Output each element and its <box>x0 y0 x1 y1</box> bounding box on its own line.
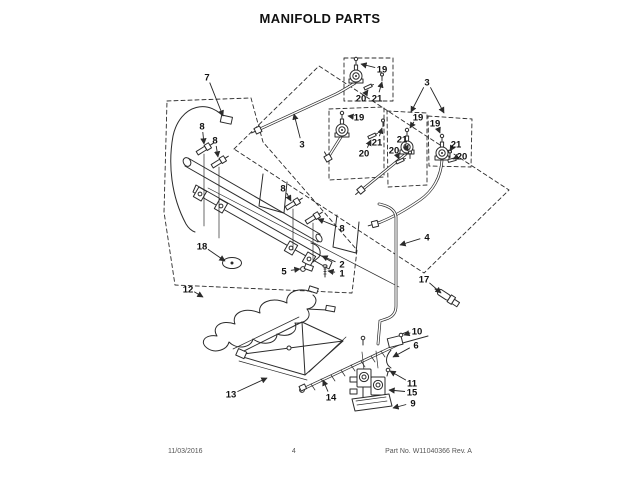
callout-label: 21 <box>371 137 383 149</box>
callout-leader <box>429 283 441 293</box>
callout-label: 8 <box>280 183 286 195</box>
callout-leader <box>287 193 291 201</box>
callout-label: 20 <box>358 148 370 160</box>
callout-label: 19 <box>353 112 365 124</box>
footer-page-number: 4 <box>291 448 296 455</box>
callout-label: 20 <box>355 93 367 105</box>
callout-label: 2 <box>339 259 345 271</box>
callout-label: 7 <box>204 72 210 84</box>
callout-leader <box>411 87 424 112</box>
callout-label: 13 <box>225 389 237 401</box>
callout-label: 20 <box>456 151 468 163</box>
callout-label: 19 <box>376 64 388 76</box>
callout-label: 15 <box>406 387 418 399</box>
callout-leader <box>361 64 375 68</box>
callout-label: 8 <box>199 121 205 133</box>
callout-label: 9 <box>410 398 416 410</box>
callout-leader <box>390 371 406 380</box>
callout-label: 14 <box>325 392 337 404</box>
callout-leader <box>237 378 267 392</box>
footer-date: 11/03/2016 <box>168 448 203 455</box>
callout-label: 12 <box>182 284 194 296</box>
callout-leader <box>328 271 335 272</box>
callout-leader <box>318 219 335 226</box>
callout-label: 21 <box>396 134 408 146</box>
callout-leader <box>379 128 382 136</box>
callout-label: 20 <box>388 145 400 157</box>
callout-label: 19 <box>429 118 441 130</box>
base-panel <box>233 317 346 380</box>
callout-leader <box>203 132 204 144</box>
callout-leader <box>389 390 405 392</box>
callout-leader <box>393 348 410 357</box>
callout-leader <box>208 249 225 261</box>
callout-label: 4 <box>424 232 430 244</box>
callout-label: 8 <box>212 135 218 147</box>
callout-label: 21 <box>450 139 462 151</box>
callout-label: 3 <box>424 77 430 89</box>
callout-leader <box>393 405 406 409</box>
callout-label: 6 <box>413 340 419 352</box>
callout-label: 10 <box>411 326 423 338</box>
callout-label: 18 <box>196 241 208 253</box>
callout-label: 5 <box>281 266 287 278</box>
callout-leader <box>367 140 371 148</box>
label-plate <box>352 394 392 411</box>
callout-leader <box>348 116 352 117</box>
callout-label: 11 <box>406 378 418 390</box>
callout-label: 17 <box>418 274 430 286</box>
callout-label: 21 <box>371 93 383 105</box>
callout-leader <box>430 87 444 113</box>
callout-label: 19 <box>412 112 424 124</box>
callout-leader <box>216 146 218 157</box>
callout-leader <box>323 380 328 392</box>
page-title: MANIFOLD PARTS <box>259 11 381 26</box>
page-footer <box>168 448 472 455</box>
supply-tube <box>378 204 396 344</box>
callout-label: 8 <box>339 223 345 235</box>
callout-label: 1 <box>339 268 345 280</box>
igniter-harness <box>203 286 335 351</box>
callout-leader <box>400 239 420 245</box>
callout-leader <box>194 292 203 297</box>
callout-label: 3 <box>299 139 305 151</box>
callout-leader <box>379 82 382 92</box>
callout-leader <box>294 114 300 138</box>
callout-leader <box>291 269 300 270</box>
footer-part-number: Part No. W11040366 Rev. A <box>385 448 472 455</box>
